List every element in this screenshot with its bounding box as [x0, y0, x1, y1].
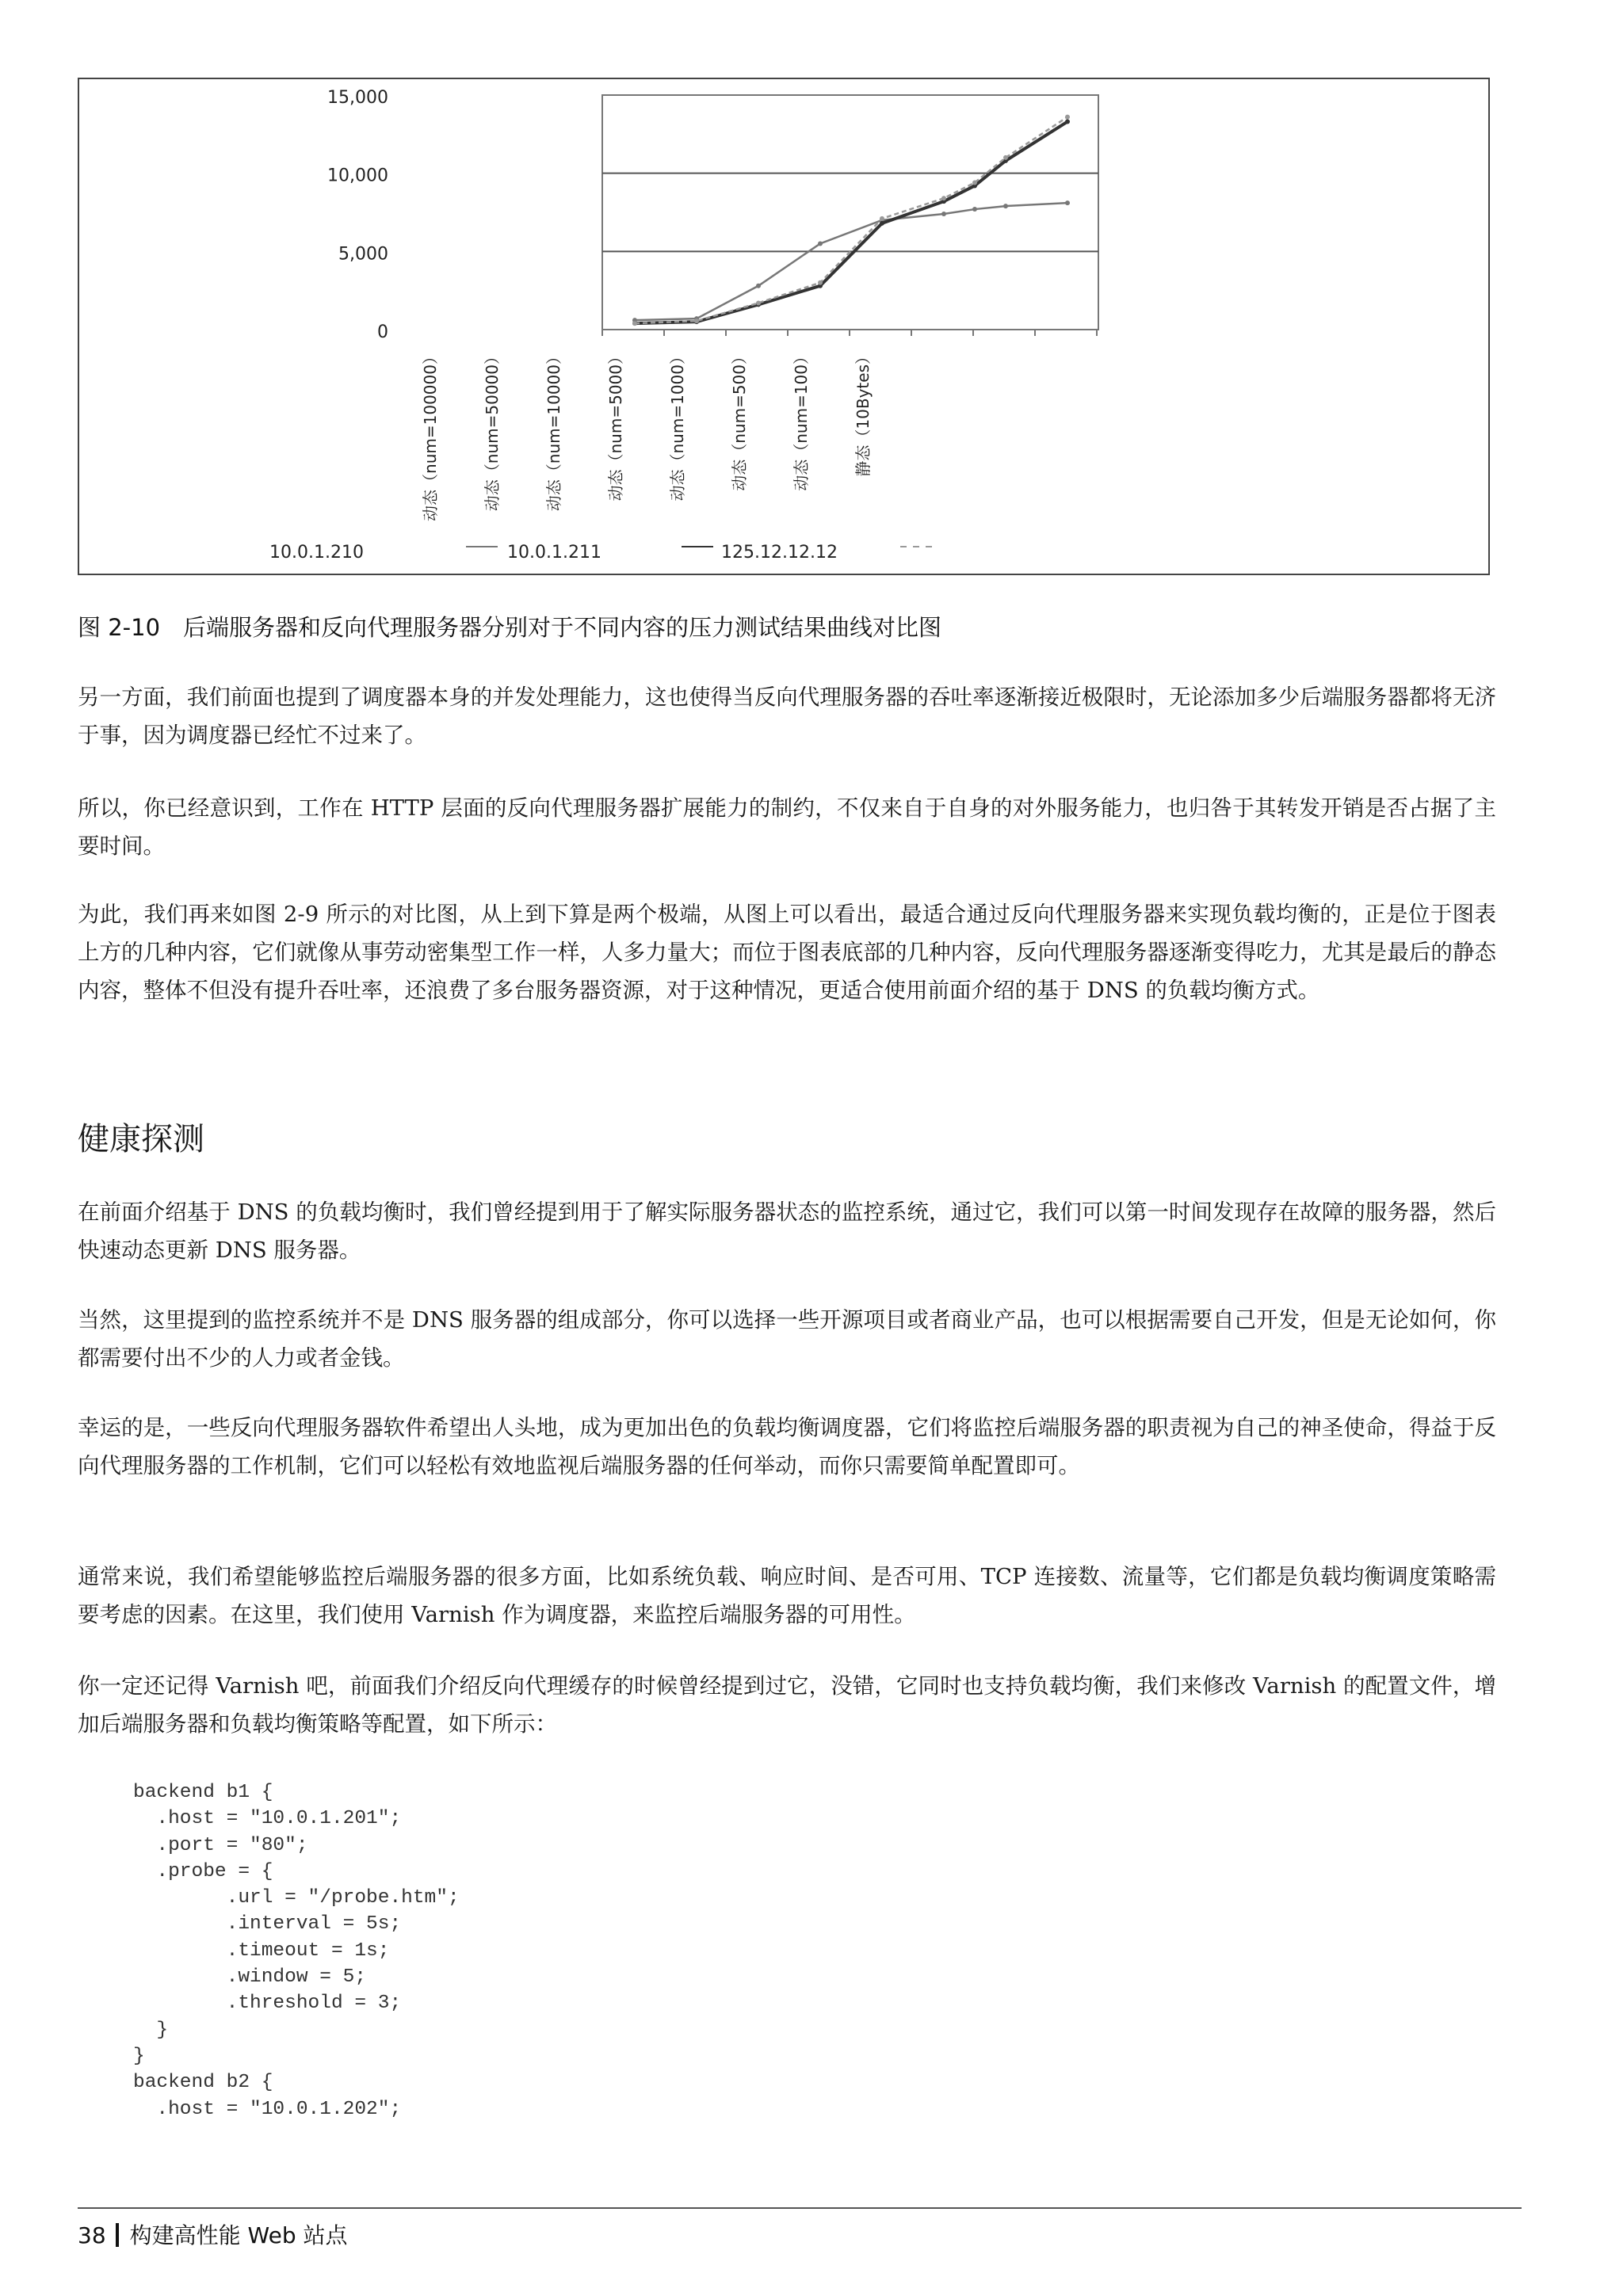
paragraph-5: 当然，这里提到的监控系统并不是 DNS 服务器的组成部分，你可以选择一些开源项目或者商业产品，也可以根据需要自己开发，但是无论如何，你都需要付出不少的人力或者金钱。	[78, 1307, 1496, 1371]
figure-frame	[78, 78, 1490, 575]
y-tick-label: 0	[377, 322, 388, 342]
y-tick-label: 5,000	[338, 244, 388, 265]
paragraph-3: 为此，我们再来如图 2-9 所示的对比图，从上到下算是两个极端，从图上可以看出，最适合通过反向代理服务器来实现负载均衡的，正是位于图表上方的几种内容，它们就像从事劳动密集型工作一样，人多力量大；而位于图表底部的几种内容，反向代理服务器逐渐变得吃力，尤其是最后的静态内容，整体不但没有提升吞吐率，还浪费了多台服务器资源，对于这种情况，更适合使用前面介绍的基于 DNS 的负载均衡方式。	[78, 902, 1496, 1003]
page-number: 38	[78, 2222, 106, 2248]
figure-caption: 图 2-10 后端服务器和反向代理服务器分别对于不同内容的压力测试结果曲线对比图	[78, 614, 942, 641]
plot-area	[602, 95, 1098, 330]
paragraph-7: 通常来说，我们希望能够监控后端服务器的很多方面，比如系统负载、响应时间、是否可用、TCP 连接数、流量等，它们都是负载均衡调度策略需要考虑的因素。在这里，我们使用 Varnish 作为调度器，来监控后端服务器的可用性。	[78, 1564, 1496, 1627]
x-category-label: 动态（num=1000）	[668, 349, 687, 502]
data-point	[1065, 120, 1070, 124]
data-point	[1065, 115, 1070, 120]
data-point	[1065, 200, 1070, 205]
x-category-label: 静态（10Bytes）	[854, 349, 873, 477]
data-point	[818, 280, 823, 285]
data-point	[880, 216, 884, 221]
paragraph-2: 所以，你已经意识到，工作在 HTTP 层面的反向代理服务器扩展能力的制约，不仅来自于自身的对外服务能力，也归咎于其转发开销是否占据了主要时间。	[78, 795, 1496, 859]
page-footer	[78, 2218, 348, 2250]
x-category-label: 动态（num=100000）	[421, 349, 440, 521]
line-chart	[79, 79, 1488, 574]
x-category-label: 动态（num=100）	[792, 349, 811, 491]
data-point	[818, 241, 823, 246]
paragraph-1: 另一方面，我们前面也提到了调度器本身的并发处理能力，这也使得当反向代理服务器的吞吐率逐渐接近极限时，无论添加多少后端服务器都将无济于事，因为调度器已经忙不过来了。	[78, 685, 1496, 748]
x-category-label: 动态（num=500）	[730, 349, 749, 491]
footer-separator	[116, 2223, 119, 2247]
data-point	[972, 207, 977, 212]
book-title: 构建高性能 Web 站点	[129, 2222, 348, 2248]
data-point	[880, 221, 884, 226]
data-point	[694, 318, 699, 323]
data-point	[972, 181, 977, 185]
legend-label: 10.0.1.211	[507, 543, 601, 563]
x-category-label: 动态（num=5000）	[606, 349, 625, 502]
paragraph-8: 你一定还记得 Varnish 吧，前面我们介绍反向代理缓存的时候曾经提到过它，没错，它同时也支持负载均衡，我们来修改 Varnish 的配置文件，增加后端服务器和负载均衡策略等配置，如下所示：	[78, 1673, 1496, 1737]
legend-label: 125.12.12.12	[721, 543, 838, 563]
data-point	[756, 284, 761, 288]
data-point	[1003, 204, 1008, 208]
data-point	[941, 212, 946, 216]
y-tick-label: 15,000	[327, 88, 388, 108]
data-point	[941, 196, 946, 200]
section-heading: 健康探测	[78, 1121, 204, 1158]
varnish-config-code: backend b1 { .host = "10.0.1.201"; .port = "80"; .probe = { .url = "/probe.htm"; .interval = 5s; .timeout = 1s; .window = 5; .threshold = 3; } } backend b2 { .host = "10.0.1.202";	[133, 1782, 460, 2120]
x-category-label: 动态（num=50000）	[483, 349, 502, 512]
data-point	[756, 300, 761, 305]
footer-rule	[78, 2207, 1522, 2209]
x-category-label: 动态（num=10000）	[544, 349, 563, 512]
data-point	[1003, 155, 1008, 160]
paragraph-4: 在前面介绍基于 DNS 的负载均衡时，我们曾经提到用于了解实际服务器状态的监控系统，通过它，我们可以第一时间发现存在故障的服务器，然后快速动态更新 DNS 服务器。	[78, 1199, 1496, 1263]
y-tick-label: 10,000	[327, 166, 388, 186]
legend-label: 10.0.1.210	[269, 543, 364, 563]
paragraph-6: 幸运的是，一些反向代理服务器软件希望出人头地，成为更加出色的负载均衡调度器，它们将监控后端服务器的职责视为自己的神圣使命，得益于反向代理服务器的工作机制，它们可以轻松有效地监视后端服务器的任何举动，而你只需要简单配置即可。	[78, 1415, 1496, 1478]
data-point	[632, 321, 637, 326]
